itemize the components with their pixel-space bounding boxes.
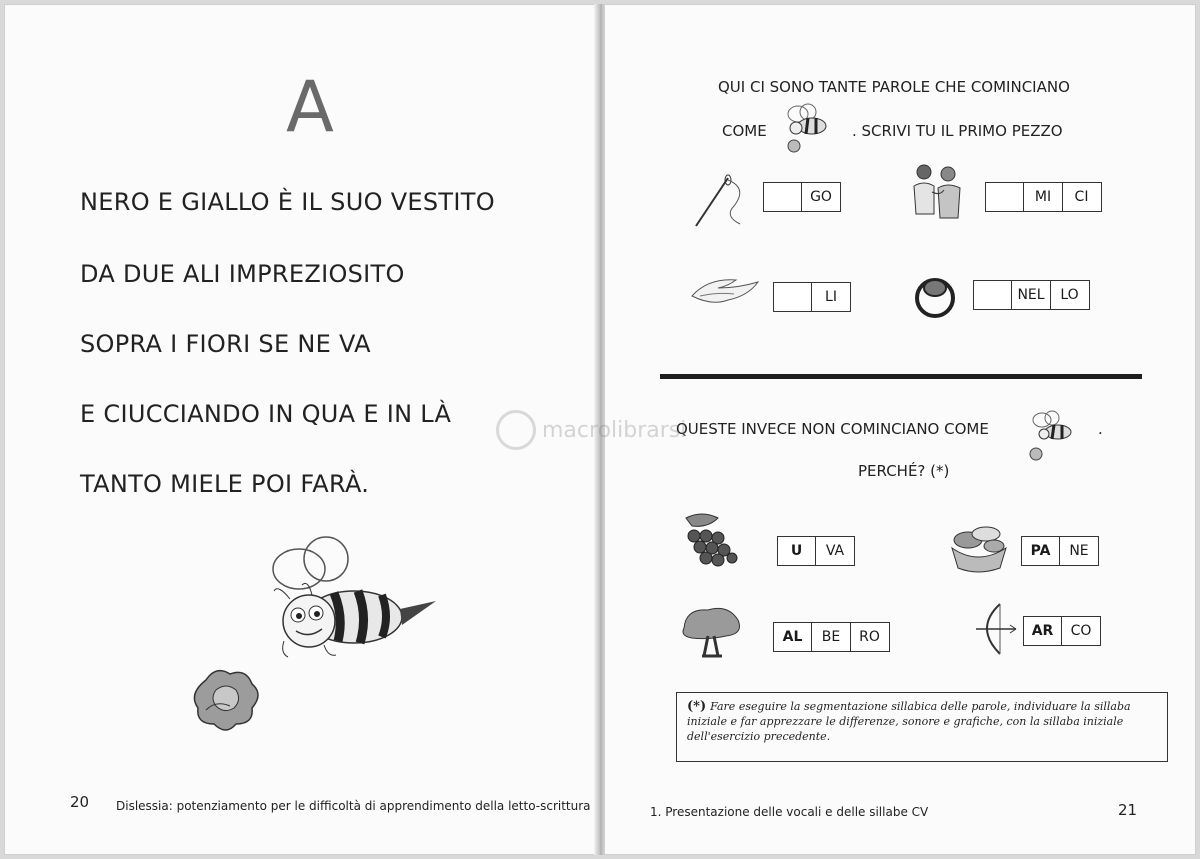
syllable-box-first: AL xyxy=(773,622,813,652)
syllable-box-first: PA xyxy=(1021,536,1061,566)
exercise2-line1-end: . xyxy=(1098,420,1103,438)
exercise2-line2: PERCHÉ? (*) xyxy=(858,462,950,480)
bread-basket-icon xyxy=(944,516,1012,574)
note-marker: (*) xyxy=(687,699,707,714)
syllable-box: LI xyxy=(811,282,851,312)
teacher-note xyxy=(676,692,1168,762)
syllable-blank-input[interactable] xyxy=(985,182,1025,212)
section-divider xyxy=(660,374,1142,379)
syllable-row-7 xyxy=(774,622,890,652)
friends-icon xyxy=(904,162,970,228)
syllable-blank-input[interactable] xyxy=(973,280,1013,310)
flower-illustration xyxy=(186,660,266,740)
syllable-row-5 xyxy=(778,536,855,566)
syllable-blank-input[interactable] xyxy=(763,182,803,212)
exercise1-line2-a: COME xyxy=(722,122,767,140)
footer-left: Dislessia: potenziamento per le difficoltà di apprendimento della letto-scrittura xyxy=(116,799,591,813)
syllable-blank-input[interactable] xyxy=(773,282,813,312)
syllable-row-4 xyxy=(974,280,1090,310)
footer-right: 1. Presentazione delle vocali e delle sillabe CV xyxy=(650,805,929,819)
needle-icon xyxy=(688,172,754,230)
bee-illustration xyxy=(254,529,444,669)
syllable-box: NEL xyxy=(1011,280,1051,310)
syllable-box: LO xyxy=(1050,280,1090,310)
poem-line: NERO E GIALLO È IL SUO VESTITO xyxy=(80,188,495,216)
syllable-box: CO xyxy=(1061,616,1101,646)
watermark xyxy=(496,410,686,450)
syllable-row-2 xyxy=(986,182,1102,212)
syllable-row-1 xyxy=(764,182,841,212)
poem-line: TANTO MIELE POI FARÀ. xyxy=(80,470,370,498)
right-page xyxy=(604,4,1196,855)
watermark-logo-icon xyxy=(496,410,536,450)
note-text: Fare eseguire la segmentazione sillabica delle parole, individuare la sillaba iniziale e far apprezzare le differenze, sonore e grafiche, con la sillaba iniziale dell'esercizio precedente. xyxy=(687,700,1131,743)
ring-icon xyxy=(910,270,960,320)
page-number-left: 20 xyxy=(70,793,90,811)
syllable-box: RO xyxy=(850,622,890,652)
exercise1-line2-b: . SCRIVI TU IL PRIMO PEZZO xyxy=(852,122,1063,140)
grapes-icon xyxy=(672,508,744,568)
syllable-box: BE xyxy=(811,622,851,652)
poem-line: DA DUE ALI IMPREZIOSITO xyxy=(80,260,405,288)
syllable-box: NE xyxy=(1059,536,1099,566)
bow-icon xyxy=(970,600,1020,658)
syllable-box: MI xyxy=(1023,182,1063,212)
exercise2-line1: QUESTE INVECE NON COMINCIANO COME xyxy=(676,420,989,438)
syllable-box: GO xyxy=(801,182,841,212)
poem-line: SOPRA I FIORI SE NE VA xyxy=(80,330,371,358)
syllable-row-3 xyxy=(774,282,851,312)
small-bee-icon xyxy=(1022,408,1082,468)
small-bee-icon xyxy=(782,102,842,156)
page-number-right: 21 xyxy=(1118,801,1138,819)
exercise1-line1: QUI CI SONO TANTE PAROLE CHE COMINCIANO xyxy=(718,78,1070,96)
syllable-box: CI xyxy=(1062,182,1102,212)
watermark-text: macrolibrarsi xyxy=(542,417,687,443)
tree-icon xyxy=(678,604,744,660)
syllable-row-6 xyxy=(1022,536,1099,566)
syllable-box-first: AR xyxy=(1023,616,1063,646)
big-letter: A xyxy=(286,66,334,148)
poem-line: E CIUCCIANDO IN QUA E IN LÀ xyxy=(80,400,452,428)
syllable-box: VA xyxy=(815,536,855,566)
wings-icon xyxy=(688,272,768,312)
syllable-box-first: U xyxy=(777,536,817,566)
syllable-row-8 xyxy=(1024,616,1101,646)
